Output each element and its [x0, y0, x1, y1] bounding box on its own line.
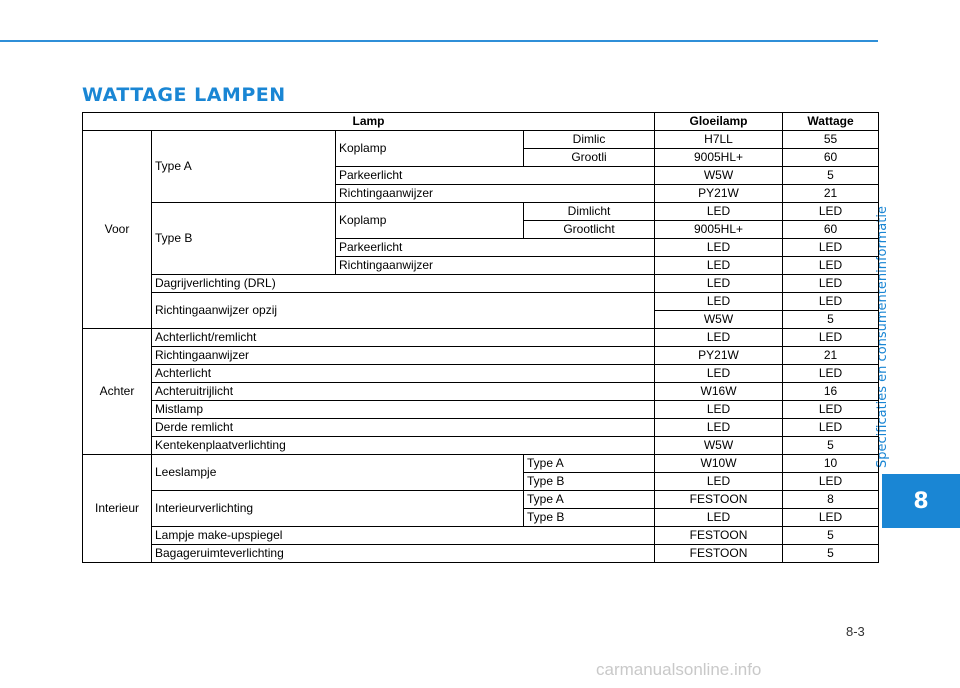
- cell-wattage: 5: [783, 545, 879, 563]
- cell-bulb: LED: [655, 509, 783, 527]
- cell-bulb: W10W: [655, 455, 783, 473]
- cell-label: Leeslampje: [152, 455, 524, 491]
- cell-bulb: W5W: [655, 437, 783, 455]
- cell-type: Type A: [524, 455, 655, 473]
- cell-bulb: LED: [655, 401, 783, 419]
- cell-label: Richtingaanwijzer: [336, 185, 655, 203]
- cell-wattage: 5: [783, 311, 879, 329]
- top-divider: [0, 40, 878, 42]
- cell-wattage: 16: [783, 383, 879, 401]
- cell-bulb: LED: [655, 239, 783, 257]
- cell-bulb: FESTOON: [655, 527, 783, 545]
- watermark: carmanualsonline.info: [596, 660, 762, 679]
- cell-wattage: 8: [783, 491, 879, 509]
- table-row: [83, 419, 879, 437]
- cell-wattage: 60: [783, 221, 879, 239]
- cell-wattage: LED: [783, 257, 879, 275]
- voor-type-a: Type A: [152, 131, 336, 203]
- voor-b-koplamp: Koplamp: [336, 203, 524, 239]
- cell-wattage: 10: [783, 455, 879, 473]
- cell-bulb: W5W: [655, 167, 783, 185]
- cell-label: Dimlicht: [524, 203, 655, 221]
- cell-wattage: LED: [783, 293, 879, 311]
- cell-bulb: PY21W: [655, 347, 783, 365]
- table-row: [83, 293, 879, 311]
- cell-label: Achterlicht/remlicht: [152, 329, 655, 347]
- cell-wattage: LED: [783, 275, 879, 293]
- cell-type: Type B: [524, 473, 655, 491]
- chapter-side-label: Specificaties en consumenteninformatie: [875, 206, 890, 468]
- cell-bulb: LED: [655, 365, 783, 383]
- table-row: [83, 365, 879, 383]
- cell-bulb: FESTOON: [655, 491, 783, 509]
- cell-label: Achterlicht: [152, 365, 655, 383]
- cell-bulb: LED: [655, 275, 783, 293]
- table-row: [83, 491, 879, 509]
- cell-bulb: LED: [655, 257, 783, 275]
- cell-bulb: 9005HL+: [655, 221, 783, 239]
- cell-label: Achteruitrijlicht: [152, 383, 655, 401]
- chapter-tab: 8: [882, 474, 960, 528]
- cell-label: Bagageruimteverlichting: [152, 545, 655, 563]
- cell-label: Richtingaanwijzer: [336, 257, 655, 275]
- cell-label: Dagrijverlichting (DRL): [152, 275, 655, 293]
- cell-bulb: H7LL: [655, 131, 783, 149]
- voor-a-koplamp: Koplamp: [336, 131, 524, 167]
- cell-wattage: 55: [783, 131, 879, 149]
- header-wattage: Wattage: [783, 113, 879, 131]
- cell-label: Parkeerlicht: [336, 239, 655, 257]
- cell-bulb: LED: [655, 419, 783, 437]
- cell-label: Parkeerlicht: [336, 167, 655, 185]
- cell-wattage: LED: [783, 365, 879, 383]
- cell-label: Interieurverlichting: [152, 491, 524, 527]
- cell-label: Mistlamp: [152, 401, 655, 419]
- cell-label: Dimlic: [524, 131, 655, 149]
- cell-bulb: LED: [655, 203, 783, 221]
- table-row: [83, 545, 879, 563]
- cell-label: Lampje make-upspiegel: [152, 527, 655, 545]
- cell-label: Grootli: [524, 149, 655, 167]
- cell-type: Type B: [524, 509, 655, 527]
- table-row: [83, 131, 879, 149]
- header-lamp: Lamp: [83, 113, 655, 131]
- table-row: [83, 401, 879, 419]
- cell-wattage: LED: [783, 203, 879, 221]
- cell-wattage: LED: [783, 419, 879, 437]
- cell-label: Richtingaanwijzer: [152, 347, 655, 365]
- cell-wattage: 5: [783, 527, 879, 545]
- page-title: WATTAGE LAMPEN: [82, 84, 286, 106]
- cell-bulb: LED: [655, 293, 783, 311]
- page-number: 8-3: [846, 624, 865, 639]
- group-voor: Voor: [83, 131, 152, 329]
- table-row: [83, 437, 879, 455]
- cell-wattage: LED: [783, 473, 879, 491]
- cell-wattage: LED: [783, 329, 879, 347]
- cell-type: Type A: [524, 491, 655, 509]
- voor-type-b: Type B: [152, 203, 336, 275]
- cell-wattage: 21: [783, 185, 879, 203]
- table-row: [83, 203, 879, 221]
- cell-label: Grootlicht: [524, 221, 655, 239]
- table-row: [83, 455, 879, 473]
- table-row: [83, 527, 879, 545]
- cell-wattage: 60: [783, 149, 879, 167]
- group-interieur: Interieur: [83, 455, 152, 563]
- cell-bulb: LED: [655, 473, 783, 491]
- cell-wattage: 5: [783, 437, 879, 455]
- table-row: [83, 347, 879, 365]
- group-achter: Achter: [83, 329, 152, 455]
- cell-bulb: PY21W: [655, 185, 783, 203]
- table-row: [83, 329, 879, 347]
- header-bulb: Gloeilamp: [655, 113, 783, 131]
- cell-wattage: 21: [783, 347, 879, 365]
- cell-bulb: W5W: [655, 311, 783, 329]
- cell-wattage: 5: [783, 167, 879, 185]
- wattage-table: [82, 112, 879, 563]
- cell-label: Kentekenplaatverlichting: [152, 437, 655, 455]
- cell-bulb: 9005HL+: [655, 149, 783, 167]
- cell-wattage: LED: [783, 509, 879, 527]
- cell-wattage: LED: [783, 239, 879, 257]
- cell-bulb: W16W: [655, 383, 783, 401]
- table-row: [83, 275, 879, 293]
- cell-label: Derde remlicht: [152, 419, 655, 437]
- table-header-row: [83, 113, 879, 131]
- cell-bulb: LED: [655, 329, 783, 347]
- cell-bulb: FESTOON: [655, 545, 783, 563]
- table-row: [83, 383, 879, 401]
- cell-wattage: LED: [783, 401, 879, 419]
- cell-label: Richtingaanwijzer opzij: [152, 293, 655, 329]
